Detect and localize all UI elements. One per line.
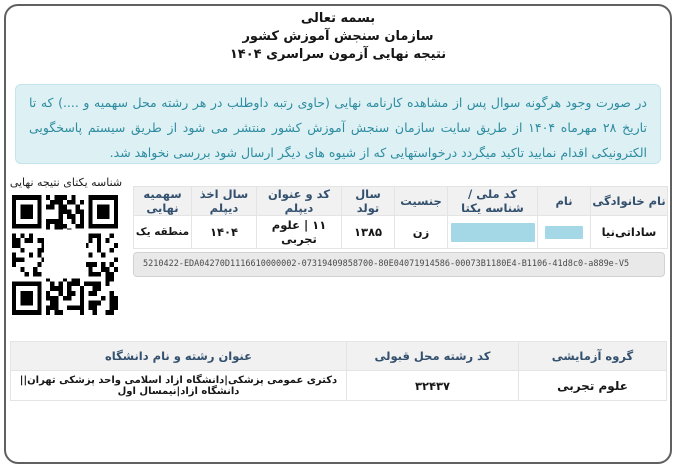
admission-header-row xyxy=(11,342,667,371)
cell-diploma: ۱۱ | علوم تجربی xyxy=(257,216,342,249)
personal-info-table xyxy=(133,186,668,249)
cell-first-name xyxy=(538,216,591,249)
cell-birth-year: ۱۳۸۵ xyxy=(342,216,395,249)
first-name-redaction xyxy=(545,226,583,239)
header-result-title: نتیجه نهایی آزمون سراسری ۱۴۰۴ xyxy=(229,47,447,62)
notice-text: در صورت وجود هرگونه سوال پس از مشاهده کارنامه نهایی (حاوی رتبه داوطلب در هر رشته محل سهمیه و ....) که تا تاریخ ۲۸ مهرماه ۱۴۰۴ از طریق سایت سازمان سنجش آموزش کشور منتشر می شود از طریق سیستم پاسخگویی الکترونیکی اقدام نمایید تاکید میگردد درخواستهایی که از شیوه های دیگر ارسال شود بررسی نخواهد شد. xyxy=(29,95,647,160)
header-accepted-code: کد رشته محل قبولی xyxy=(347,342,519,371)
header-birth-year: سال تولد xyxy=(342,187,395,216)
personal-header-row xyxy=(134,187,668,216)
qr-code-label: شناسه یکتای نتیجه نهایی xyxy=(9,176,123,189)
header-bismillah: بسمه تعالی xyxy=(300,11,376,26)
notice-box xyxy=(15,84,661,164)
admission-data-row xyxy=(11,371,667,401)
result-unique-code: 5210422-EDA04270D1116610000002-07319409858700-80E04071914586-00073B1180E4-B1106-41d8c0-a889e-V5 xyxy=(133,252,665,277)
header-first-name: نام xyxy=(538,187,591,216)
cell-gender: زن xyxy=(395,216,448,249)
cell-program-title: دکتری عمومی پزشکی|دانشگاه ازاد اسلامی واحد پزشکی تهران||دانشگاه ازاد|نیمسال اول xyxy=(11,371,347,401)
header-exam-group: گروه آزمایشی xyxy=(519,342,667,371)
cell-accepted-code: ۳۲۴۳۷ xyxy=(347,371,519,401)
cell-exam-group: علوم تجربی xyxy=(519,371,667,401)
qr-code-image xyxy=(12,195,118,315)
qr-code xyxy=(12,195,118,315)
cell-last-name: ساداتی‌نیا xyxy=(591,216,668,249)
personal-data-row xyxy=(134,216,668,249)
header-program-title: عنوان رشته و نام دانشگاه xyxy=(11,342,347,371)
national-id-redaction xyxy=(451,223,535,242)
header-last-name: نام خانوادگی xyxy=(591,187,668,216)
header-diploma-year: سال اخذ دیپلم xyxy=(192,187,257,216)
cell-quota: منطقه یک xyxy=(134,216,192,249)
cell-diploma-year: ۱۴۰۴ xyxy=(192,216,257,249)
header-quota: سهمیه نهایی xyxy=(134,187,192,216)
cell-national-id xyxy=(448,216,538,249)
admission-table xyxy=(10,341,667,401)
header-diploma: کد و عنوان دیپلم xyxy=(257,187,342,216)
document-header xyxy=(0,10,676,64)
header-national-id: کد ملی / شناسه یکتا xyxy=(448,187,538,216)
header-gender: جنسیت xyxy=(395,187,448,216)
header-organization: سازمان سنجش آموزش کشور xyxy=(242,29,434,44)
